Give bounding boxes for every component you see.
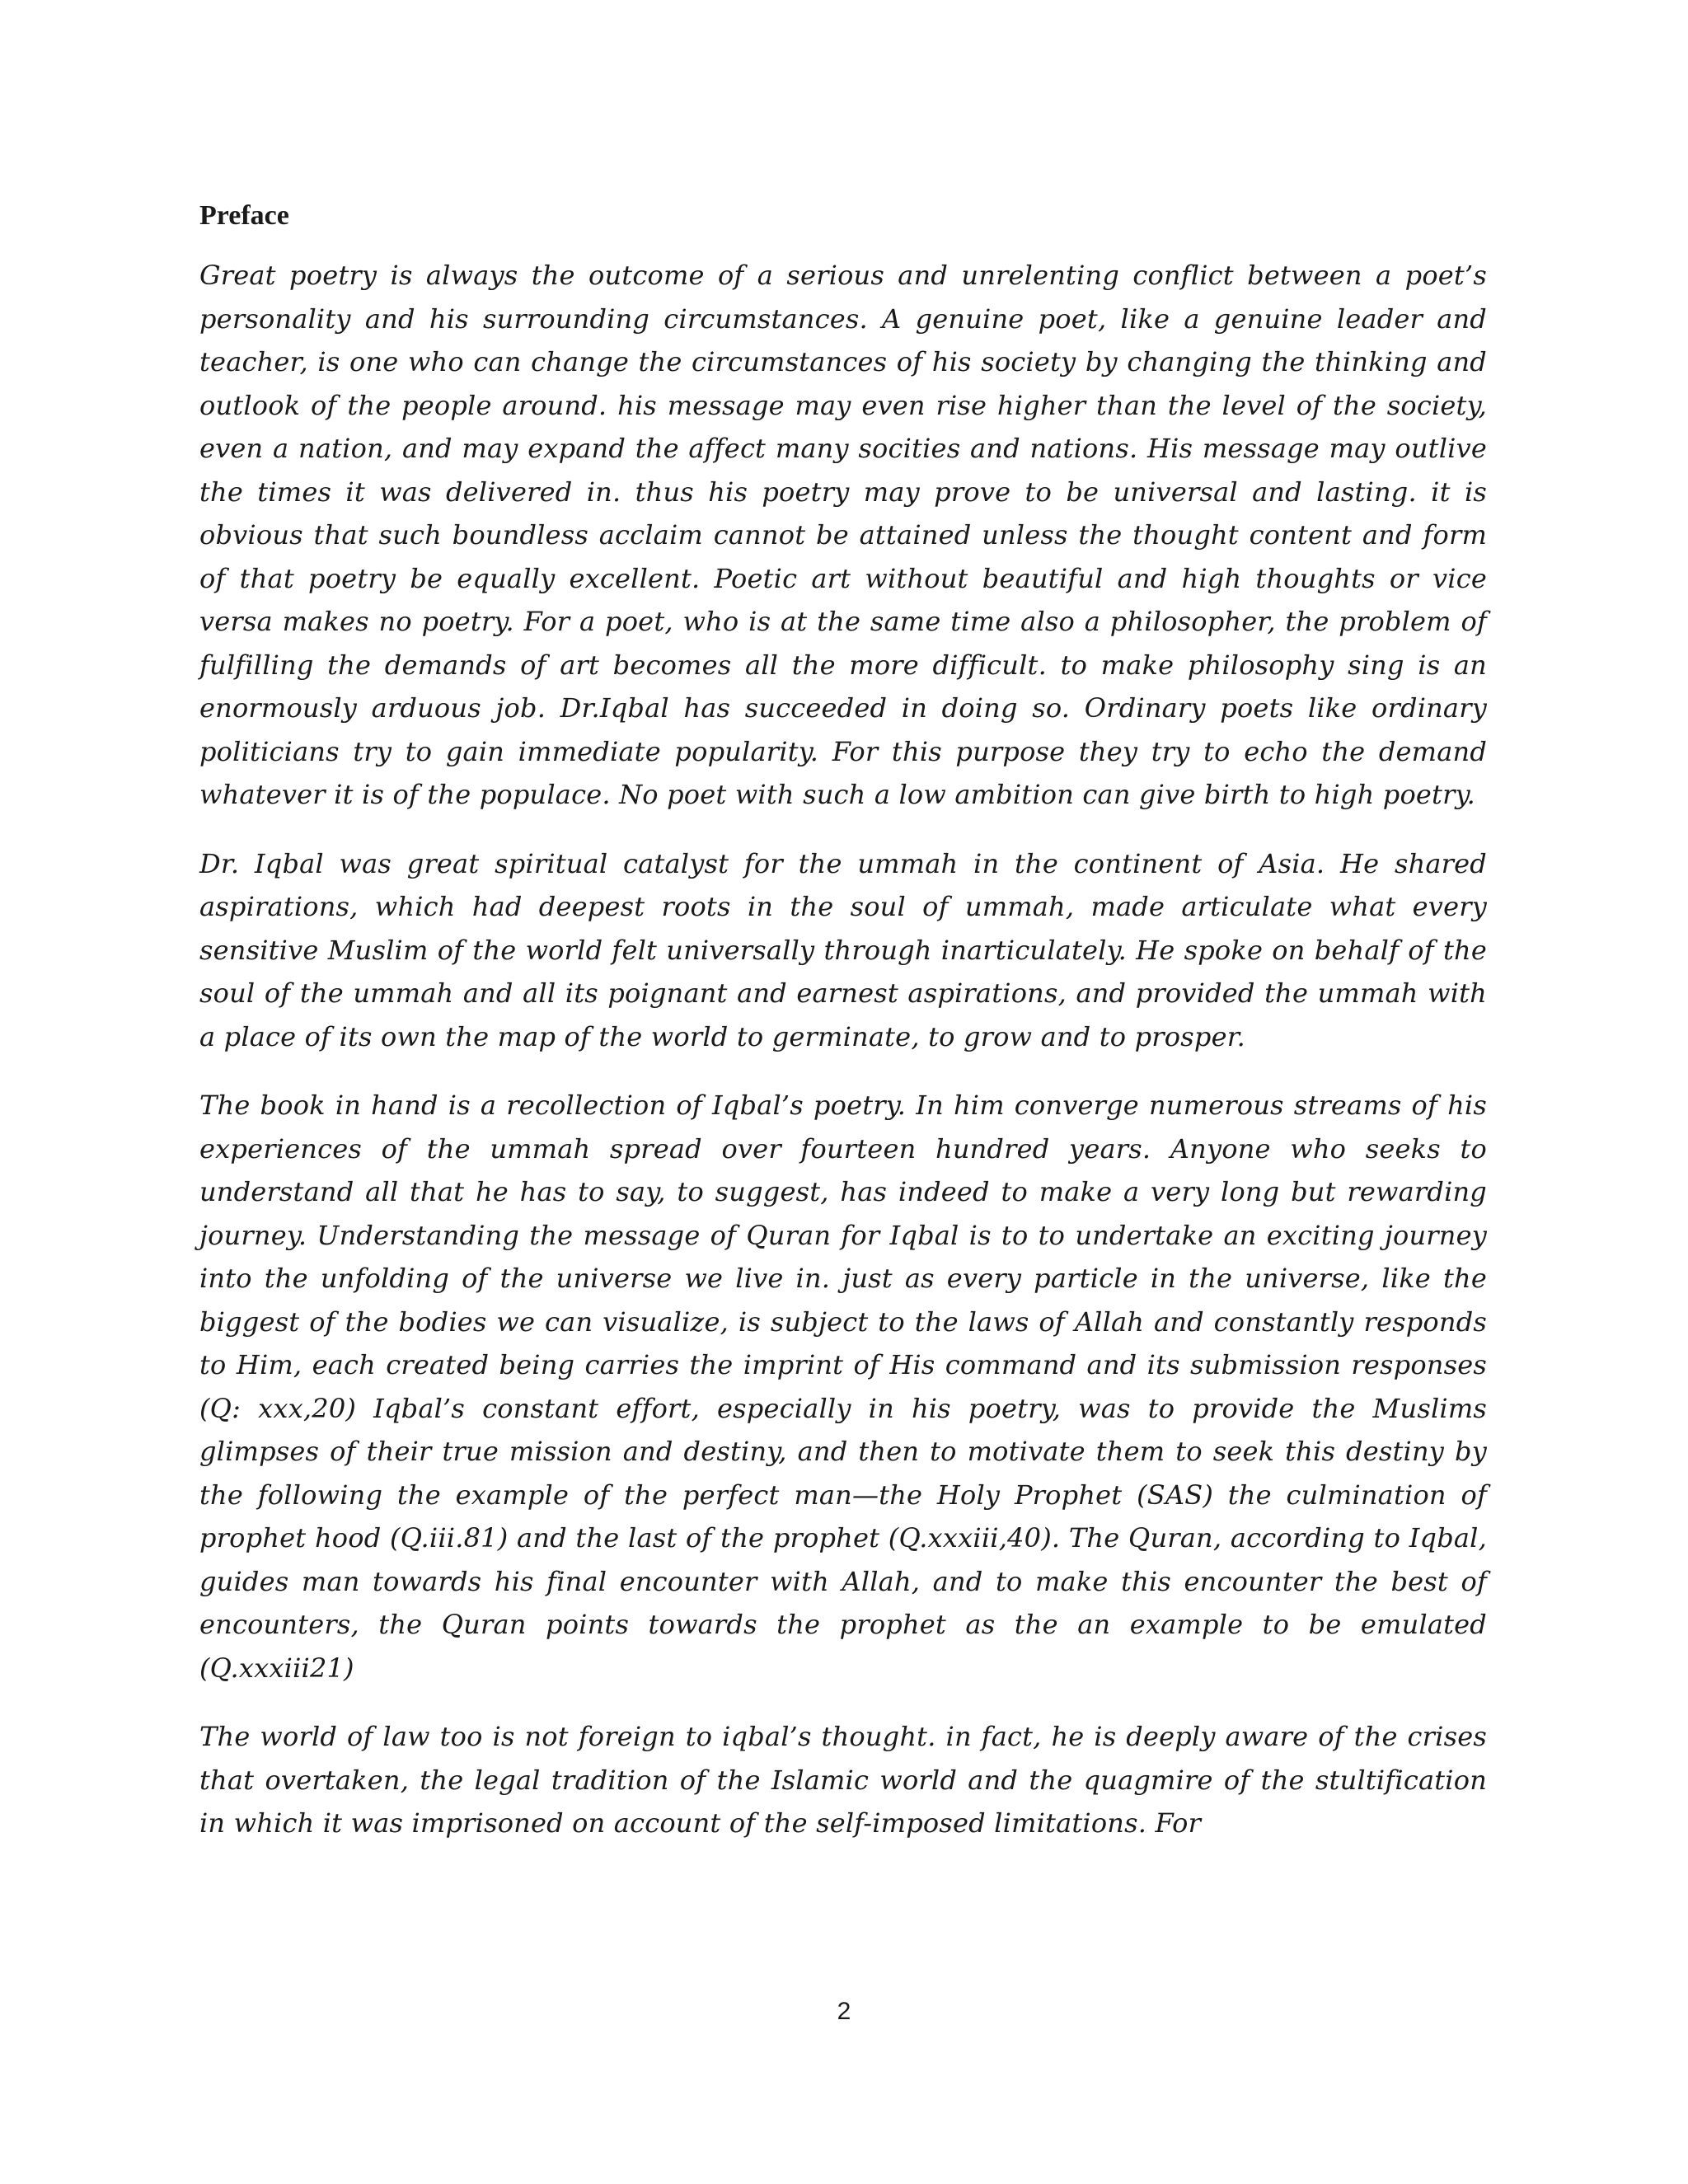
paragraph-4: The world of law too is not foreign to iqbal’s thought. in fact, he is deeply aware of the crises that overtaken, the legal tradition of the Islamic world and the quagmire of the stultification in which it was imprisoned on account of the self-imposed limitations. For (199, 1721, 1487, 1839)
paragraph-1: Great poetry is always the outcome of a serious and unrelenting conflict between a poet’s personality and his surrounding circumstances. A genuine poet, like a genuine leader and teacher, is one who can change the circumstances of his society by changing the thinking and outlook of the people around. his message may even rise higher than the level of the society, even a nation, and may expand the affect many socities and nations. His message may outlive the times it was delivered in. thus his poetry may prove to be universal and lasting. it is obvious that such boundless acclaim cannot be attained unless the thought content and form of that poetry be equally excellent. Poetic art without beautiful and high thoughts or vice versa makes no poetry. For a poet, who is at the same time also a philosopher, the problem of fulfilling the demands of art becomes all the more difficult. to make philosophy sing is an enormously arduous job. Dr.Iqbal has succeeded in doing so. Ordinary poets like ordinary politicians try to gain immediate popularity. For this purpose they try to echo the demand whatever it is of the populace. No poet with such a low ambition can give birth to high poetry. (199, 260, 1487, 810)
paragraph-2: Dr. Iqbal was great spiritual catalyst for the ummah in the continent of Asia. He shared aspirations, which had deepest roots in the soul of ummah, made articulate what every sensitive Muslim of the world felt universally through inarticulately. He spoke on behalf of the soul of the ummah and all its poignant and earnest aspirations, and provided the ummah with a place of its own the map of the world to germinate, to grow and to prosper. (199, 847, 1487, 1052)
page-content (199, 191, 1487, 1871)
page-heading: Preface (199, 200, 289, 231)
page-number: 2 (837, 1998, 851, 2025)
paragraph-3: The book in hand is a recollection of Iqbal’s poetry. In him converge numerous streams of his experiences of the ummah spread over fourteen hundred years. Anyone who seeks to understand all that he has to say, to suggest, has indeed to make a very long but rewarding journey. Understanding the message of Quran for Iqbal is to to undertake an exciting journey into the unfolding of the universe we live in. just as every particle in the universe, like the biggest of the bodies we can visualize, is subject to the laws of Allah and constantly responds to Him, each created being carries the imprint of His command and its submission responses (Q: xxx,20) Iqbal’s constant effort, especially in his poetry, was to provide the Muslims glimpses of their true mission and destiny, and then to motivate them to seek this destiny by the following the example of the perfect man—the Holy Prophet (SAS) the culmination of prophet hood (Q.iii.81) and the last of the prophet (Q.xxxiii,40). The Quran, according to Iqbal, guides man towards his final encounter with Allah, and to make this encounter the best of encounters, the Quran points towards the prophet as the an example to be emulated (Q.xxxiii21) (199, 1090, 1487, 1684)
